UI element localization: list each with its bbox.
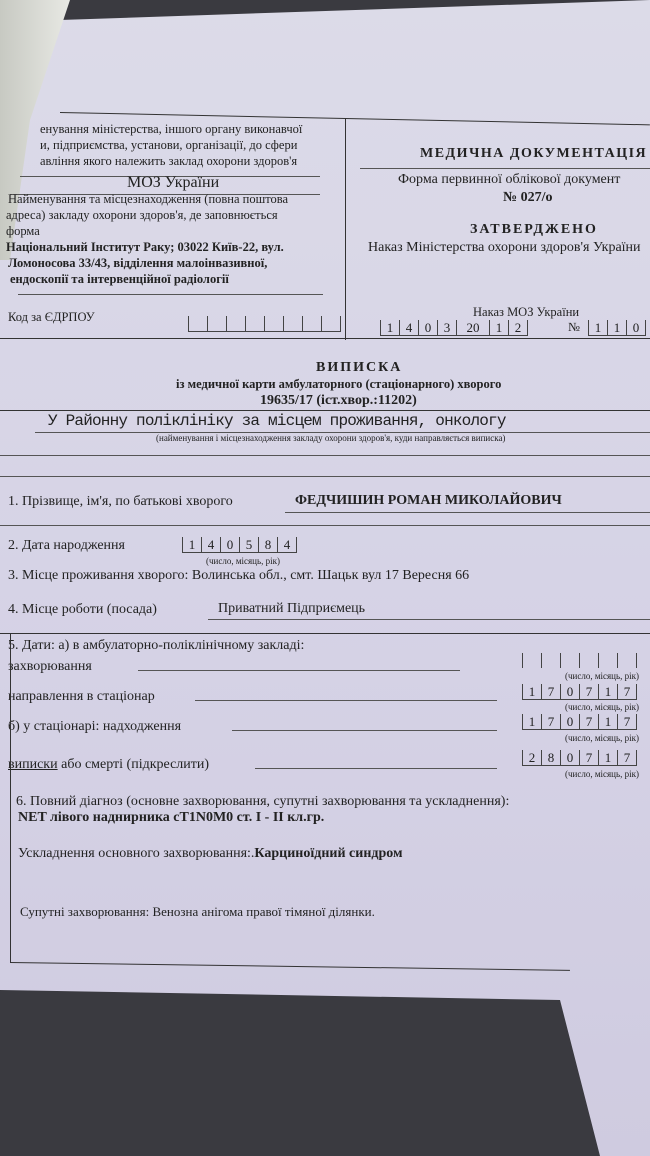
institution-caption-line: Найменування та місцезнаходження (повна поштова: [8, 192, 289, 206]
referral-date-boxes: 1 7 0 7 1 7: [522, 684, 637, 700]
form-number: № 027/о: [503, 190, 553, 205]
date-caption: (число, місяць, рік): [565, 733, 639, 743]
edrpou-boxes[interactable]: [188, 316, 341, 332]
work-value: Приватний Підприємець: [218, 601, 366, 616]
digit-box: [322, 316, 341, 331]
admission-date-boxes: 1 7 0 7 1 7: [522, 714, 637, 730]
date-caption: (число, місяць, рік): [565, 671, 639, 681]
date-row-label: б) у стаціонарі: надходження: [8, 719, 182, 734]
work-label: 4. Місце роботи (посада): [8, 602, 157, 617]
date-caption: (число, місяць, рік): [565, 769, 639, 779]
complication: Ускладнення основного захворювання:.Карциноїдний синдром: [18, 846, 403, 861]
destination-caption: (найменування і місцезнаходження закладу охорони здоров'я, куди направляється виписка): [156, 433, 506, 443]
concomitant-diseases: Супутні захворювання: Венозна анігома правої тімяної ділянки.: [20, 904, 375, 919]
document-title: ВИПИСКА: [316, 360, 403, 375]
residence: 3. Місце проживання хворого: Волинська обл., смт. Шацьк вул 17 Вересня 66: [8, 568, 470, 583]
digit-box: [265, 316, 284, 331]
ministry-caption-line: и, підприємства, установи, організації, до сфери: [40, 138, 298, 152]
order-line: Наказ Міністерства охорони здоров'я України: [368, 240, 641, 255]
institution-caption-line: адреса) закладу охорони здоров'я, де заповнюється: [6, 208, 278, 222]
form-line: Форма первинної облікової документ: [398, 172, 621, 187]
digit-box: [246, 316, 265, 331]
date-caption: (число, місяць, рік): [565, 702, 639, 712]
discharge-row-label: виписки або смерті (підкреслити): [8, 757, 210, 772]
date-row-label: направлення в стаціонар: [8, 689, 155, 704]
digit-box: [189, 316, 208, 331]
dob-caption: (число, місяць, рік): [206, 556, 280, 566]
ministry-name: МОЗ України: [127, 174, 220, 191]
edrpou-label: Код за ЄДРПОУ: [8, 310, 95, 324]
card-number: 19635/17 (іст.хвор.:11202): [260, 393, 417, 408]
patient-name-value: ФЕДЧИШИН РОМАН МИКОЛАЙОВИЧ: [295, 493, 562, 508]
dob-label: 2. Дата народження: [8, 538, 125, 553]
approved-label: ЗАТВЕРДЖЕНО: [470, 222, 598, 237]
digit-box: [208, 316, 227, 331]
digit-box: [303, 316, 322, 331]
order-number-label: №: [568, 320, 580, 334]
destination-value: У Районну поліклініку за місцем проживання, онкологу: [48, 412, 506, 430]
ministry-caption-line: авління якого належить заклад охорони здоров'я: [40, 154, 298, 168]
order-date-boxes: 1 4 0 3 20 1 2: [380, 320, 528, 336]
date-row-label: захворювання: [8, 659, 92, 674]
medical-documentation-title: МЕДИЧНА ДОКУМЕНТАЦІЯ: [420, 146, 648, 161]
institution-line: Ломоносова 33/43, відділення малоінвазивної,: [8, 256, 268, 270]
ministry-caption-line: енування міністерства, іншого органу виконавчої: [40, 122, 303, 136]
illness-date-boxes: [522, 653, 637, 668]
document-subtitle: із медичної карти амбулаторного (стаціонарного) хворого: [176, 377, 502, 391]
dob-boxes: 1 4 0 5 8 4: [182, 537, 297, 553]
diagnosis-label: 6. Повний діагноз (основне захворювання, супутні захворювання та ускладнення):: [16, 794, 510, 809]
discharge-date-boxes: 2 8 0 7 1 7: [522, 750, 637, 766]
institution-line: Національний Інститут Раку; 03022 Київ-22, вул.: [6, 240, 284, 254]
dates-heading: 5. Дати: а) в амбулаторно-поліклінічному закладі:: [8, 638, 305, 653]
digit-box: [227, 316, 246, 331]
patient-name-label: 1. Прізвище, ім'я, по батькові хворого: [8, 494, 233, 509]
order-number-boxes: 1 1 0: [588, 320, 646, 336]
diagnosis-main: NET лівого наднирника cT1N0M0 ст. I - II кл.гр.: [18, 810, 325, 825]
digit-box: [284, 316, 303, 331]
institution-line: ендоскопії та інтервенційної радіології: [10, 272, 229, 286]
order-moz: Наказ МОЗ України: [473, 305, 580, 319]
institution-caption-line: форма: [6, 224, 40, 238]
